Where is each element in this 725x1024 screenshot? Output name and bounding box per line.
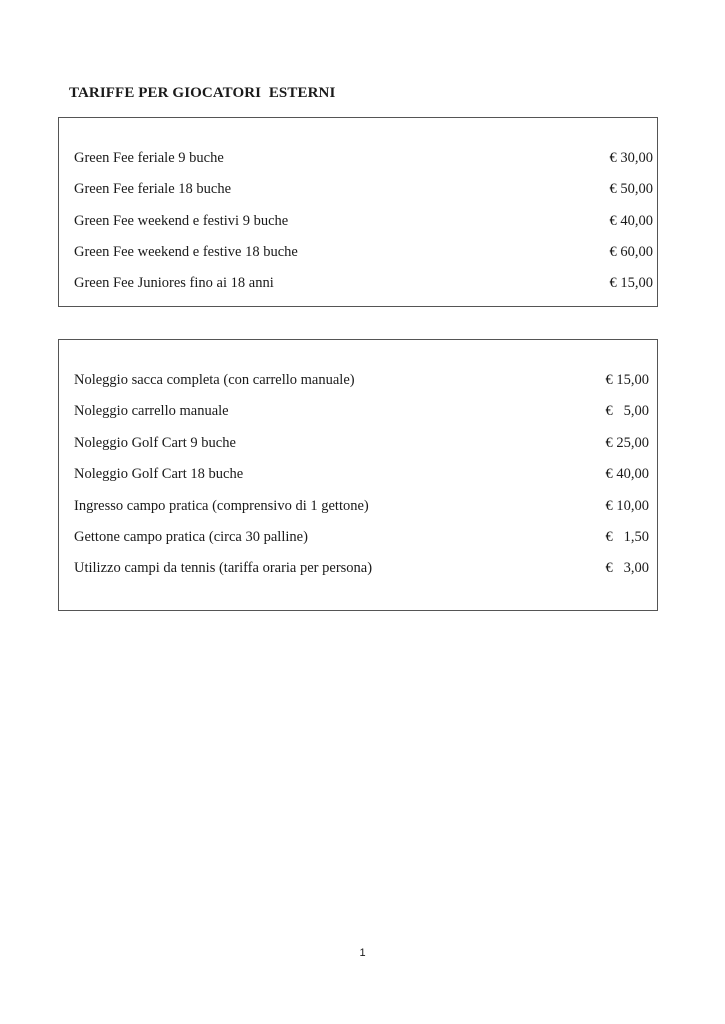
price-row-label: Green Fee feriale 18 buche [74,181,232,197]
price-row-label: Ingresso campo pratica (comprensivo di 1 gettone) [74,498,369,514]
price-row-label: Noleggio Golf Cart 9 buche [74,435,236,451]
price-row-value: € 40,00 [609,213,653,229]
price-row-label: Noleggio carrello manuale [74,403,229,419]
price-row [74,273,653,293]
price-row [74,527,653,547]
price-row [74,433,653,453]
price-row-value: € 25,00 [605,435,649,451]
price-row-label: Green Fee weekend e festive 18 buche [74,244,298,260]
price-row [74,496,653,516]
price-row-value: € 30,00 [609,150,653,166]
price-row-label: Green Fee feriale 9 buche [74,150,224,166]
price-row [74,401,653,421]
page-number: 1 [359,947,366,959]
price-row-value: € 3,00 [605,560,649,576]
price-row-value: € 15,00 [605,372,649,388]
price-row-label: Utilizzo campi da tennis (tariffa oraria per persona) [74,560,373,576]
price-row [74,242,653,262]
price-row-value: € 10,00 [605,498,649,514]
price-row-value: € 60,00 [609,244,653,260]
green-fee-table [58,117,658,307]
price-row [74,558,653,578]
rental-services-table [58,339,658,611]
price-row-value: € 1,50 [605,529,649,545]
price-row-label: Green Fee weekend e festivi 9 buche [74,213,289,229]
price-row-label: Noleggio sacca completa (con carrello manuale) [74,372,355,388]
price-row-value: € 15,00 [609,275,653,291]
price-row-value: € 5,00 [605,403,649,419]
price-row-value: € 50,00 [609,181,653,197]
price-row-label: Gettone campo pratica (circa 30 palline) [74,529,308,545]
price-row-value: € 40,00 [605,466,649,482]
price-row-label: Noleggio Golf Cart 18 buche [74,466,244,482]
price-row [74,370,653,390]
price-row [74,179,653,199]
price-row-label: Green Fee Juniores fino ai 18 anni [74,275,274,291]
price-row [74,464,653,484]
price-row [74,148,653,168]
price-row [74,211,653,231]
page-title: TARIFFE PER GIOCATORI ESTERNI [69,85,336,101]
